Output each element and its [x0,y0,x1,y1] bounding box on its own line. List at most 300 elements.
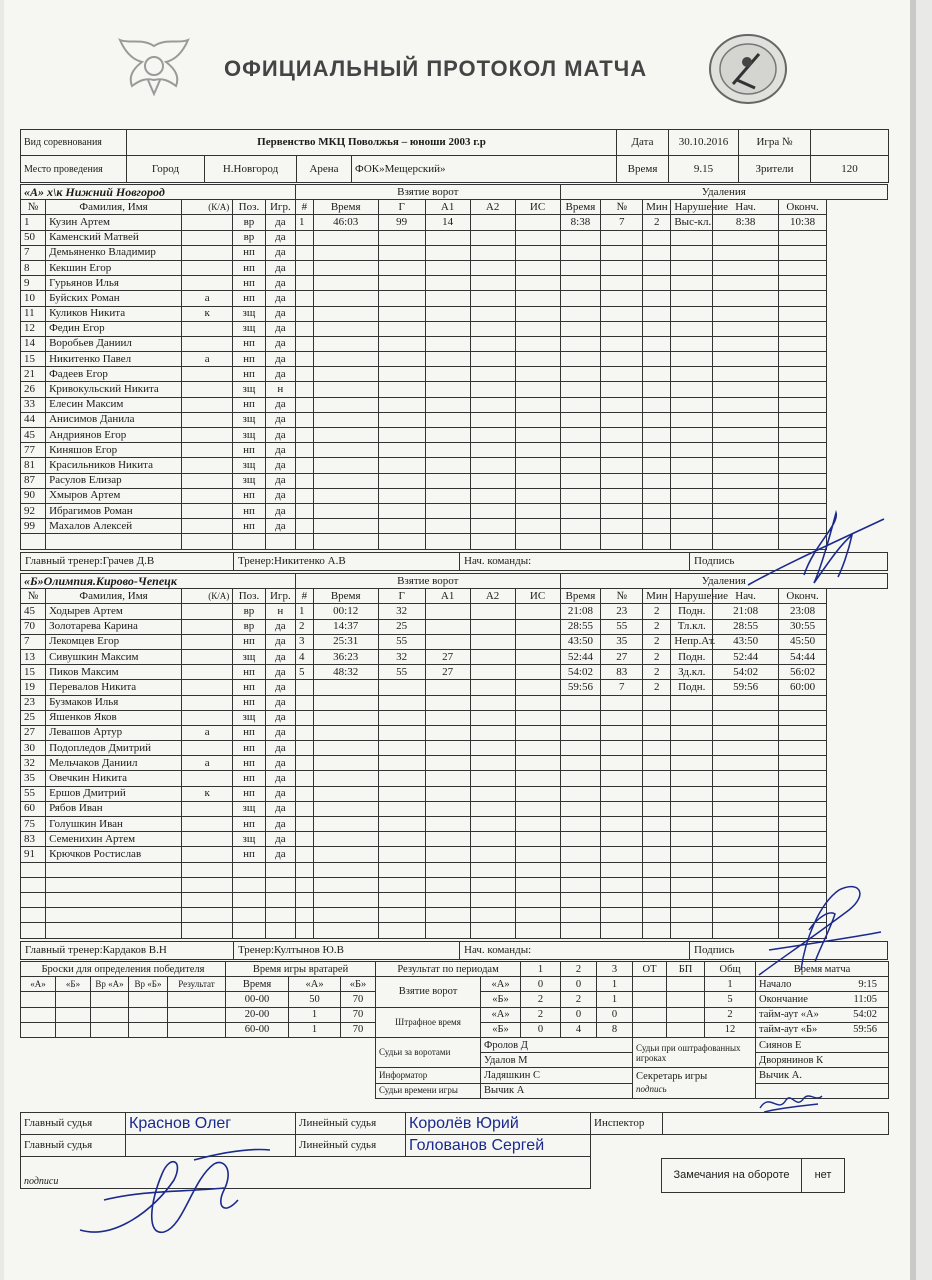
team_b-col-pos: Поз. [233,589,265,604]
player-played: да [265,367,295,382]
player-name: Федин Егор [46,321,182,336]
team_b-col-goal_no: # [296,589,314,604]
penalty-inf: Выс-кл. [671,215,713,230]
gk-row-2-time: 20-00 [226,1007,289,1022]
penalty-time: 59:56 [560,680,601,695]
player-ka [182,412,233,427]
player-number: 35 [21,771,46,786]
timekeeper-value: Вычик А [481,1083,633,1098]
penalty-inf: Подн. [671,680,713,695]
goals-a-p3: 1 [597,977,633,992]
player-name: Фадеев Егор [46,367,182,382]
goal-a1 [425,619,470,634]
team_b-row [21,619,888,634]
team_b-name: «Б»Олимпия.Кирово-Чепецк [21,574,296,589]
player-number: 90 [21,488,46,503]
player-number: 50 [21,230,46,245]
team_a-row [21,245,888,260]
player-number: 26 [21,382,46,397]
shootout-col-gk-a: Вр «А» [91,977,129,992]
team_a-row [21,473,888,488]
player-name: Перевалов Никита [46,680,182,695]
timeout-a [756,1007,889,1022]
penalty-start: 43:50 [713,634,779,649]
player-number: 32 [21,756,46,771]
timeout-a-label: тайм-аут «А» [759,1009,819,1021]
player-number: 60 [21,801,46,816]
goals-b-p1: 2 [521,992,561,1007]
player-position: вр [233,230,265,245]
gk-col-time: Время [226,977,289,992]
main-ref-label: Главный судья [21,1113,126,1135]
player-position: зщ [233,801,265,816]
team_b-col-a1: А1 [425,589,470,604]
player-position: нп [233,260,265,275]
player-ka: а [182,756,233,771]
referee-signature-icon [74,1140,274,1250]
secretary-sign-label: подпись [636,1084,667,1094]
player-number: 15 [21,665,46,680]
eagle-emblem-icon [112,34,196,100]
player-ka [182,321,233,336]
team_a-row [21,306,888,321]
page-title: ОФИЦИАЛЬНЫЙ ПРОТОКОЛ МАТЧА [224,56,648,81]
goal-time: 48:32 [313,665,378,680]
player-position: нп [233,695,265,710]
team-b-coach: Главный тренер:Кардаков В.Н [21,942,234,959]
team_a-col-pen_min: Мин [643,200,671,215]
penalty-end: 56:02 [779,665,827,680]
team-a-coach: Главный тренер:Грачев Д.В [21,553,234,570]
player-name: Красильников Никита [46,458,182,473]
player-position: нп [233,680,265,695]
player-number: 14 [21,336,46,351]
player-ka [182,367,233,382]
player-position: нп [233,291,265,306]
gk-row-2-a: 1 [289,1007,341,1022]
team_a-col-no: № [21,200,46,215]
player-ka [182,634,233,649]
player-position: нп [233,519,265,534]
secretary-label: Секретарь игры [636,1071,708,1082]
timeout-b [756,1022,889,1037]
date-value: 30.10.2016 [669,130,739,156]
goals-a-ot [633,977,667,992]
team_b-row [21,649,888,664]
team_a-col-g: Г [378,200,425,215]
total-header: Общ [705,962,756,977]
pim-a-total: 2 [705,1007,756,1022]
goal-a1 [425,634,470,649]
player-number: 30 [21,741,46,756]
player-number: 27 [21,725,46,740]
team_b-col-time: Время [313,589,378,604]
period-1-header: 1 [521,962,561,977]
player-name: Золотарева Карина [46,619,182,634]
penalty-inf: Подн. [671,604,713,619]
player-position: зщ [233,382,265,397]
team_a-row [21,367,888,382]
player-position: зщ [233,458,265,473]
timeout-b-value: 59:56 [853,1024,878,1036]
player-number: 9 [21,276,46,291]
player-position: нп [233,336,265,351]
goals-b-ot [633,992,667,1007]
penalty-box-2: Дворянинов К [756,1053,889,1068]
player-played: н [265,604,295,619]
informer-label: Информатор [376,1068,481,1083]
team_a-col-pen_no: № [601,200,643,215]
player-name: Расулов Елизар [46,473,182,488]
player-ka [182,801,233,816]
arena-value: ФОК»Мещерский» [352,156,617,183]
player-number: 7 [21,245,46,260]
player-ka [182,230,233,245]
player-name: Подопледов Дмитрий [46,741,182,756]
player-position: зщ [233,710,265,725]
shootout-col-a: «А» [21,977,56,992]
player-number: 23 [21,695,46,710]
team_a-row [21,230,888,245]
player-position: нп [233,634,265,649]
penalty-start: 54:02 [713,665,779,680]
player-ka [182,519,233,534]
player-played: да [265,276,295,291]
penalty-no: 7 [601,215,643,230]
penalty-start: 28:55 [713,619,779,634]
timeout-a-value: 54:02 [853,1009,878,1021]
player-number: 10 [21,291,46,306]
goal-a1: 27 [425,665,470,680]
player-name: Бузмаков Илья [46,695,182,710]
team-a-chief: Нач. команды: [460,553,690,570]
player-ka [182,741,233,756]
team_a-col-goal_no: # [296,200,314,215]
player-position: вр [233,215,265,230]
period-3-header: 3 [597,962,633,977]
team_b-col-pen_inf: Нарушение [671,589,713,604]
player-ka [182,604,233,619]
timeout-b-label: тайм-аут «Б» [759,1024,818,1036]
team_a-row [21,336,888,351]
secretary-signature-icon [756,1088,826,1118]
team_a-row [21,260,888,275]
player-position: нп [233,352,265,367]
penalty-end: 30:55 [779,619,827,634]
team_a-row [21,291,888,306]
goal-a2 [470,649,515,664]
player-played: да [265,412,295,427]
team_a-row [21,382,888,397]
player-played: да [265,817,295,832]
team_a-col-name: Фамилия, Имя [46,200,182,215]
player-ka [182,276,233,291]
team_a-col-a1: А1 [425,200,470,215]
goal-g: 32 [378,604,425,619]
player-position: зщ [233,473,265,488]
shootout-col-result: Результат [168,977,226,992]
player-name: Ходырев Артем [46,604,182,619]
player-position: нп [233,245,265,260]
team_b-row [21,801,888,816]
match-end-label: Окончание [759,993,808,1005]
player-position: нп [233,725,265,740]
player-played: да [265,680,295,695]
player-played: да [265,519,295,534]
game-number-value [811,130,889,156]
team_b-row [21,634,888,649]
gk-row-3-time: 60-00 [226,1022,289,1037]
player-name: Голушкин Иван [46,817,182,832]
goal-time: 14:37 [313,619,378,634]
linesman-label-2: Линейный судья [296,1135,406,1157]
goals-b-p2: 2 [561,992,597,1007]
player-ka: к [182,786,233,801]
league-logo-icon [707,32,789,106]
penalty-time: 52:44 [560,649,601,664]
player-name: Овечкин Никита [46,771,182,786]
goal-g: 55 [378,665,425,680]
gk-col-a: «А» [289,977,341,992]
goal-a2 [470,634,515,649]
penalty-box-1: Сиянов Е [756,1037,889,1052]
shootout-title: Броски для определения победителя [21,962,226,977]
penalty-no: 7 [601,680,643,695]
team_a-penalties-title: Удаления [560,185,887,200]
team-b-trainer: Тренер:Култынов Ю.В [234,942,460,959]
penalty-min: 2 [643,604,671,619]
team_b-penalties-title: Удаления [560,574,887,589]
player-ka: а [182,352,233,367]
goalie-time-title: Время игры вратарей [226,962,376,977]
goal-a1: 14 [425,215,470,230]
penalty-time: 8:38 [560,215,601,230]
player-played: да [265,428,295,443]
team_a-row [21,215,888,230]
player-name: Киняшов Егор [46,443,182,458]
pim-b-p1: 0 [521,1022,561,1037]
player-position: нп [233,367,265,382]
player-position: нп [233,786,265,801]
gk-row-2-b: 70 [341,1007,376,1022]
inspector-label: Инспектор [591,1113,663,1135]
team_b-row [21,680,888,695]
goal-a2 [470,215,515,230]
penalty-end: 54:44 [779,649,827,664]
player-number: 92 [21,503,46,518]
team_b-row [21,741,888,756]
player-position: зщ [233,321,265,336]
player-ka [182,695,233,710]
periods-title: Результат по периодам [376,962,521,977]
team_b-row [21,695,888,710]
player-number: 33 [21,397,46,412]
summary-table [20,961,889,1099]
goal-no: 5 [296,665,314,680]
goal-g: 99 [378,215,425,230]
informer-value: Ладяшкин С [481,1068,633,1083]
goal-is [515,619,560,634]
penalty-start: 59:56 [713,680,779,695]
player-number: 45 [21,428,46,443]
team_b-col-name: Фамилия, Имя [46,589,182,604]
pim-b-p2: 4 [561,1022,597,1037]
goal-is [515,649,560,664]
player-played: да [265,801,295,816]
team_a-col-pen_end: Оконч. [779,200,827,215]
penalty-min: 2 [643,634,671,649]
team_b-row [21,604,888,619]
player-ka [182,458,233,473]
remarks-label: Замечания на обороте [662,1159,802,1192]
pim-a-p2: 0 [561,1007,597,1022]
player-number: 21 [21,367,46,382]
competition-value: Первенство МКЦ Поволжья – юноши 2003 г.р [127,130,617,156]
player-name: Буйских Роман [46,291,182,306]
pim-a-tag: «А» [481,1007,521,1022]
player-played: да [265,786,295,801]
player-name: Пиков Максим [46,665,182,680]
penalty-no: 27 [601,649,643,664]
player-ka [182,397,233,412]
player-number: 44 [21,412,46,427]
player-number: 87 [21,473,46,488]
player-played: да [265,503,295,518]
date-label: Дата [617,130,669,156]
penalty-end: 23:08 [779,604,827,619]
spectators-label: Зрители [739,156,811,183]
goals-label: Взятие ворот [376,977,481,1007]
team_b-row [21,786,888,801]
player-position: зщ [233,649,265,664]
team_b-col-played: Игр. [265,589,295,604]
player-position: нп [233,756,265,771]
remarks-value: нет [814,1169,832,1181]
goals-a-total: 1 [705,977,756,992]
player-ka: а [182,725,233,740]
player-position: нп [233,503,265,518]
penalty-no: 83 [601,665,643,680]
penalty-min: 2 [643,619,671,634]
goal-time: 36:23 [313,649,378,664]
goals-a-so [667,977,705,992]
player-played: да [265,488,295,503]
player-number: 15 [21,352,46,367]
goal-judge-1: Фролов Д [481,1037,633,1052]
venue-label: Место проведения [21,156,127,183]
team_a-col-is: ИС [515,200,560,215]
goal-time: 00:12 [313,604,378,619]
remarks-box [661,1158,845,1193]
penalty-time: 21:08 [560,604,601,619]
goal-a2 [470,604,515,619]
penalty-end: 45:50 [779,634,827,649]
goal-time: 46:03 [313,215,378,230]
player-number: 1 [21,215,46,230]
match-end [756,992,889,1007]
goal-is [515,634,560,649]
gk-row-3-a: 1 [289,1022,341,1037]
player-ka [182,215,233,230]
team_b-row [21,756,888,771]
player-name: Кузин Артем [46,215,182,230]
overtime-header: ОТ [633,962,667,977]
timekeeper-label: Судьи времени игры [376,1083,481,1098]
player-name: Гурьянов Илья [46,276,182,291]
player-name: Ибрагимов Роман [46,503,182,518]
player-ka [182,817,233,832]
pim-a-p3: 0 [597,1007,633,1022]
player-number: 19 [21,680,46,695]
goal-a2 [470,619,515,634]
team_b-col-pen_start: Нач. [713,589,779,604]
player-played: да [265,458,295,473]
penalty-inf: Тл.кл. [671,619,713,634]
team_b-col-pen_time: Время [560,589,601,604]
gk-col-b: «Б» [341,977,376,992]
player-played: да [265,291,295,306]
goal-no: 4 [296,649,314,664]
player-ka [182,488,233,503]
team_a-row [21,458,888,473]
player-position: нп [233,276,265,291]
player-position: вр [233,619,265,634]
goal-no: 2 [296,619,314,634]
player-name: Яшенков Яков [46,710,182,725]
player-ka [182,503,233,518]
team_b-col-is: ИС [515,589,560,604]
match-time-title: Время матча [756,962,889,977]
player-ka [182,260,233,275]
player-position: нп [233,817,265,832]
team_b-row [21,771,888,786]
team_b-row [21,725,888,740]
player-ka: к [182,306,233,321]
pim-a-ot [633,1007,667,1022]
player-played: да [265,443,295,458]
player-name: Мельчаков Даниил [46,756,182,771]
player-name: Семенихин Артем [46,832,182,847]
penalty-inf: Подн. [671,649,713,664]
penalty-no: 55 [601,619,643,634]
player-number: 11 [21,306,46,321]
time-label: Время [617,156,669,183]
pim-b-total: 12 [705,1022,756,1037]
team_a-goals-title: Взятие ворот [296,185,561,200]
player-number: 91 [21,847,46,862]
penalty-start: 21:08 [713,604,779,619]
player-number: 81 [21,458,46,473]
player-name: Левашов Артур [46,725,182,740]
player-played: да [265,230,295,245]
player-position: вр [233,604,265,619]
team_a-row [21,321,888,336]
penalty-time: 54:02 [560,665,601,680]
goal-is [515,665,560,680]
player-name: Каменский Матвей [46,230,182,245]
goals-a-p1: 0 [521,977,561,992]
player-name: Ершов Дмитрий [46,786,182,801]
player-ka [182,619,233,634]
player-position: нп [233,741,265,756]
player-ka [182,336,233,351]
player-name: Хмыров Артем [46,488,182,503]
goal-judges-label: Судьи за воротами [376,1037,481,1067]
team_b-row [21,832,888,847]
team-a-sign: Подпись [694,555,735,567]
player-position: зщ [233,412,265,427]
player-ka [182,847,233,862]
